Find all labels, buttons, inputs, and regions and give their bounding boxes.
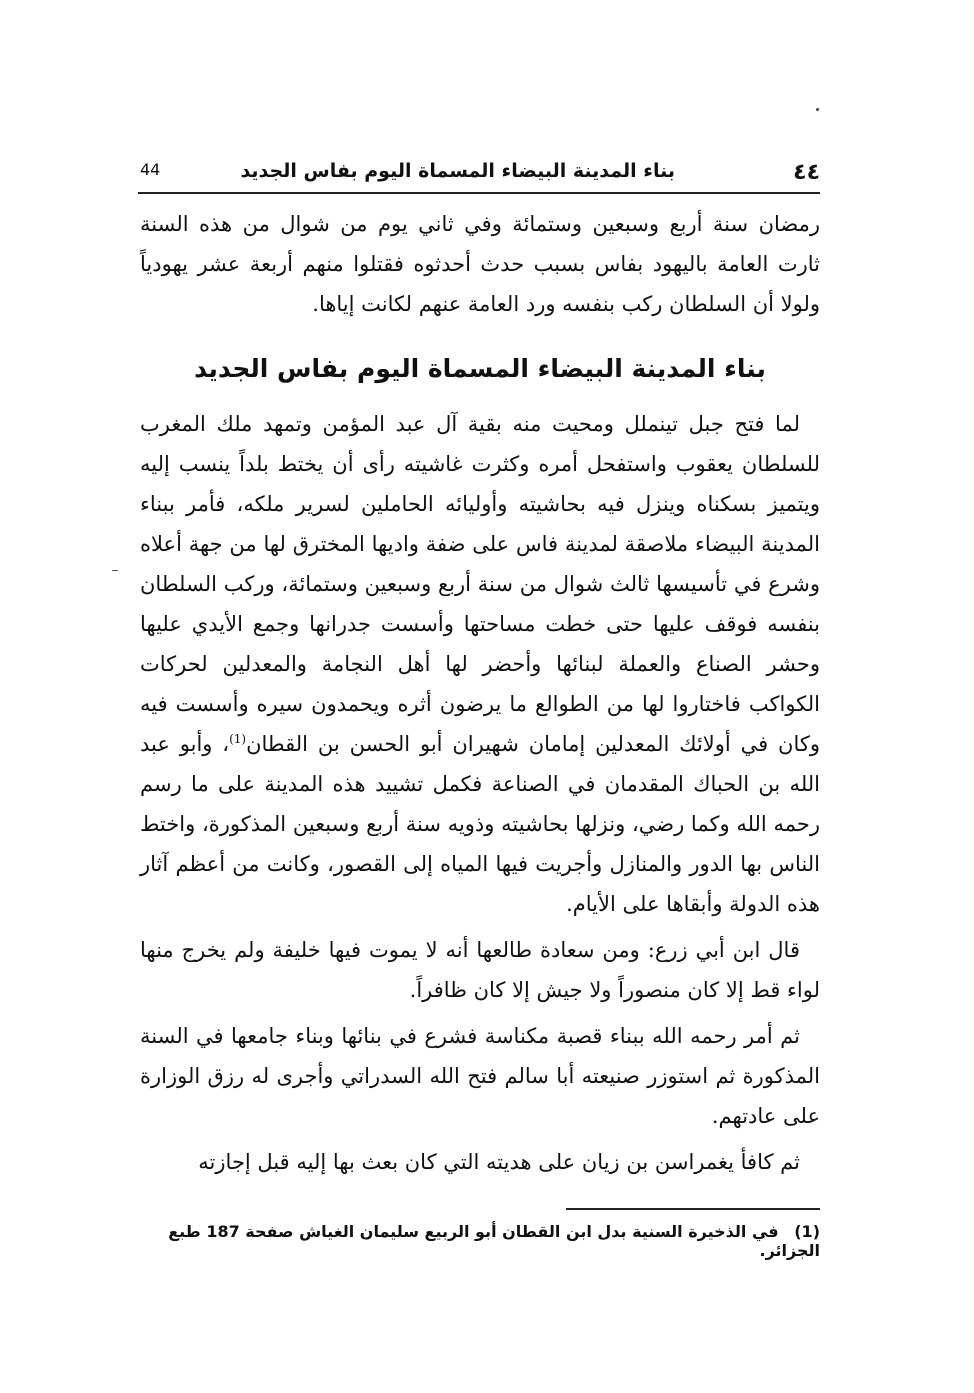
scan-speck (816, 108, 819, 111)
page-header (140, 158, 820, 190)
paragraph-1-part-b: ، وأبو عبد الله بن الحباك المقدمان في الصناعة فكمل تشييد هذه المدينة على ما رسم رحمه الله وكما رضي، ونزلها بحاشيته وذويه سنة أربع وسبعين المذكورة، واختط الناس بها الدور والمنازل وأجريت فيها المياه إلى القصور، وكانت من أعظم آثار هذه الدولة وأبقاها على الأيام. (140, 732, 821, 916)
footnote-rule (566, 1208, 820, 1210)
footnote-reference: (1) (229, 732, 247, 746)
scan-speck (112, 570, 118, 571)
footnote (140, 1222, 820, 1260)
paragraph-4: ثم كافأ يغمراسن بن زيان على هديته التي كان بعث بها إليه قبل إجازته (198, 1150, 800, 1174)
header-rule (138, 192, 820, 194)
paragraph-1 (140, 404, 820, 924)
intro-text (140, 204, 820, 324)
paragraph-3: ثم أمر رحمه الله ببناء قصبة مكناسة فشرع في بنائها وبناء جامعها في السنة المذكورة ثم استوزر صنيعته أبا سالم فتح الله السدراتي وأجرى له رزق الوزارة على عادتهم. (140, 1024, 820, 1128)
intro-paragraph: رمضان سنة أربع وسبعين وستمائة وفي ثاني يوم من شوال من هذه السنة ثارت العامة باليهود بفاس بسبب حدث أحدثوه فقتلوا منهم أربعة عشر يهودياً ولولا أن السلطان ركب بنفسه ورد العامة عنهم لكانت إياها. (140, 212, 820, 316)
footnote-marker: (1) (794, 1222, 820, 1241)
arabic-page-number: ٤٤ (793, 160, 820, 185)
section-heading: بناء المدينة البيضاء المسماة اليوم بفاس الجديد (194, 354, 766, 383)
section-body (140, 404, 820, 1182)
paragraph-2: قال ابن أبي زرع: ومن سعادة طالعها أنه لا يموت فيها خليفة ولم يخرج منها لواء قط إلا كان منصوراً ولا جيش إلا كان ظافراً. (140, 938, 820, 1002)
running-title: بناء المدينة البيضاء المسماة اليوم بفاس الجديد (240, 160, 675, 182)
paragraph-1-part-a: لما فتح جبل تينملل ومحيت منه بقية آل عبد المؤمن وتمهد ملك المغرب للسلطان يعقوب واستفحل أمره وكثرت غاشيته رأى أن يختط بلداً ينسب إليه ويتميز بسكناه وينزل فيه بحاشيته وأوليائه الحاملين لسرير ملكه، فأمر ببناء المدينة البيضاء ملاصقة لمدينة فاس على ضفة واديها المخترق لها من جهة أعلاه وشرع في تأسيسها ثالث شوال من سنة أربع وسبعين وستمائة، وركب السلطان بنفسه فوقف عليها حتى خطت مساحتها وأسست جدرانها وجمع الأيدي عليها وحشر الصناع والعملة لبنائها وأحضر لها أهل النجامة والمعدلين لحركات الكواكب فاختاروا لها من الطوالع ما يرضون أثره ويحمدون سيره وأسست فيه وكان في أولائك المعدلين إمامان شهيران أبو الحسن بن القطان (140, 412, 820, 756)
latin-page-number: 44 (140, 160, 161, 179)
footnote-text: في الذخيرة السنية بدل ابن القطان أبو الربيع سليمان الغياش صفحة 187 طبع الجزائر. (168, 1222, 820, 1260)
